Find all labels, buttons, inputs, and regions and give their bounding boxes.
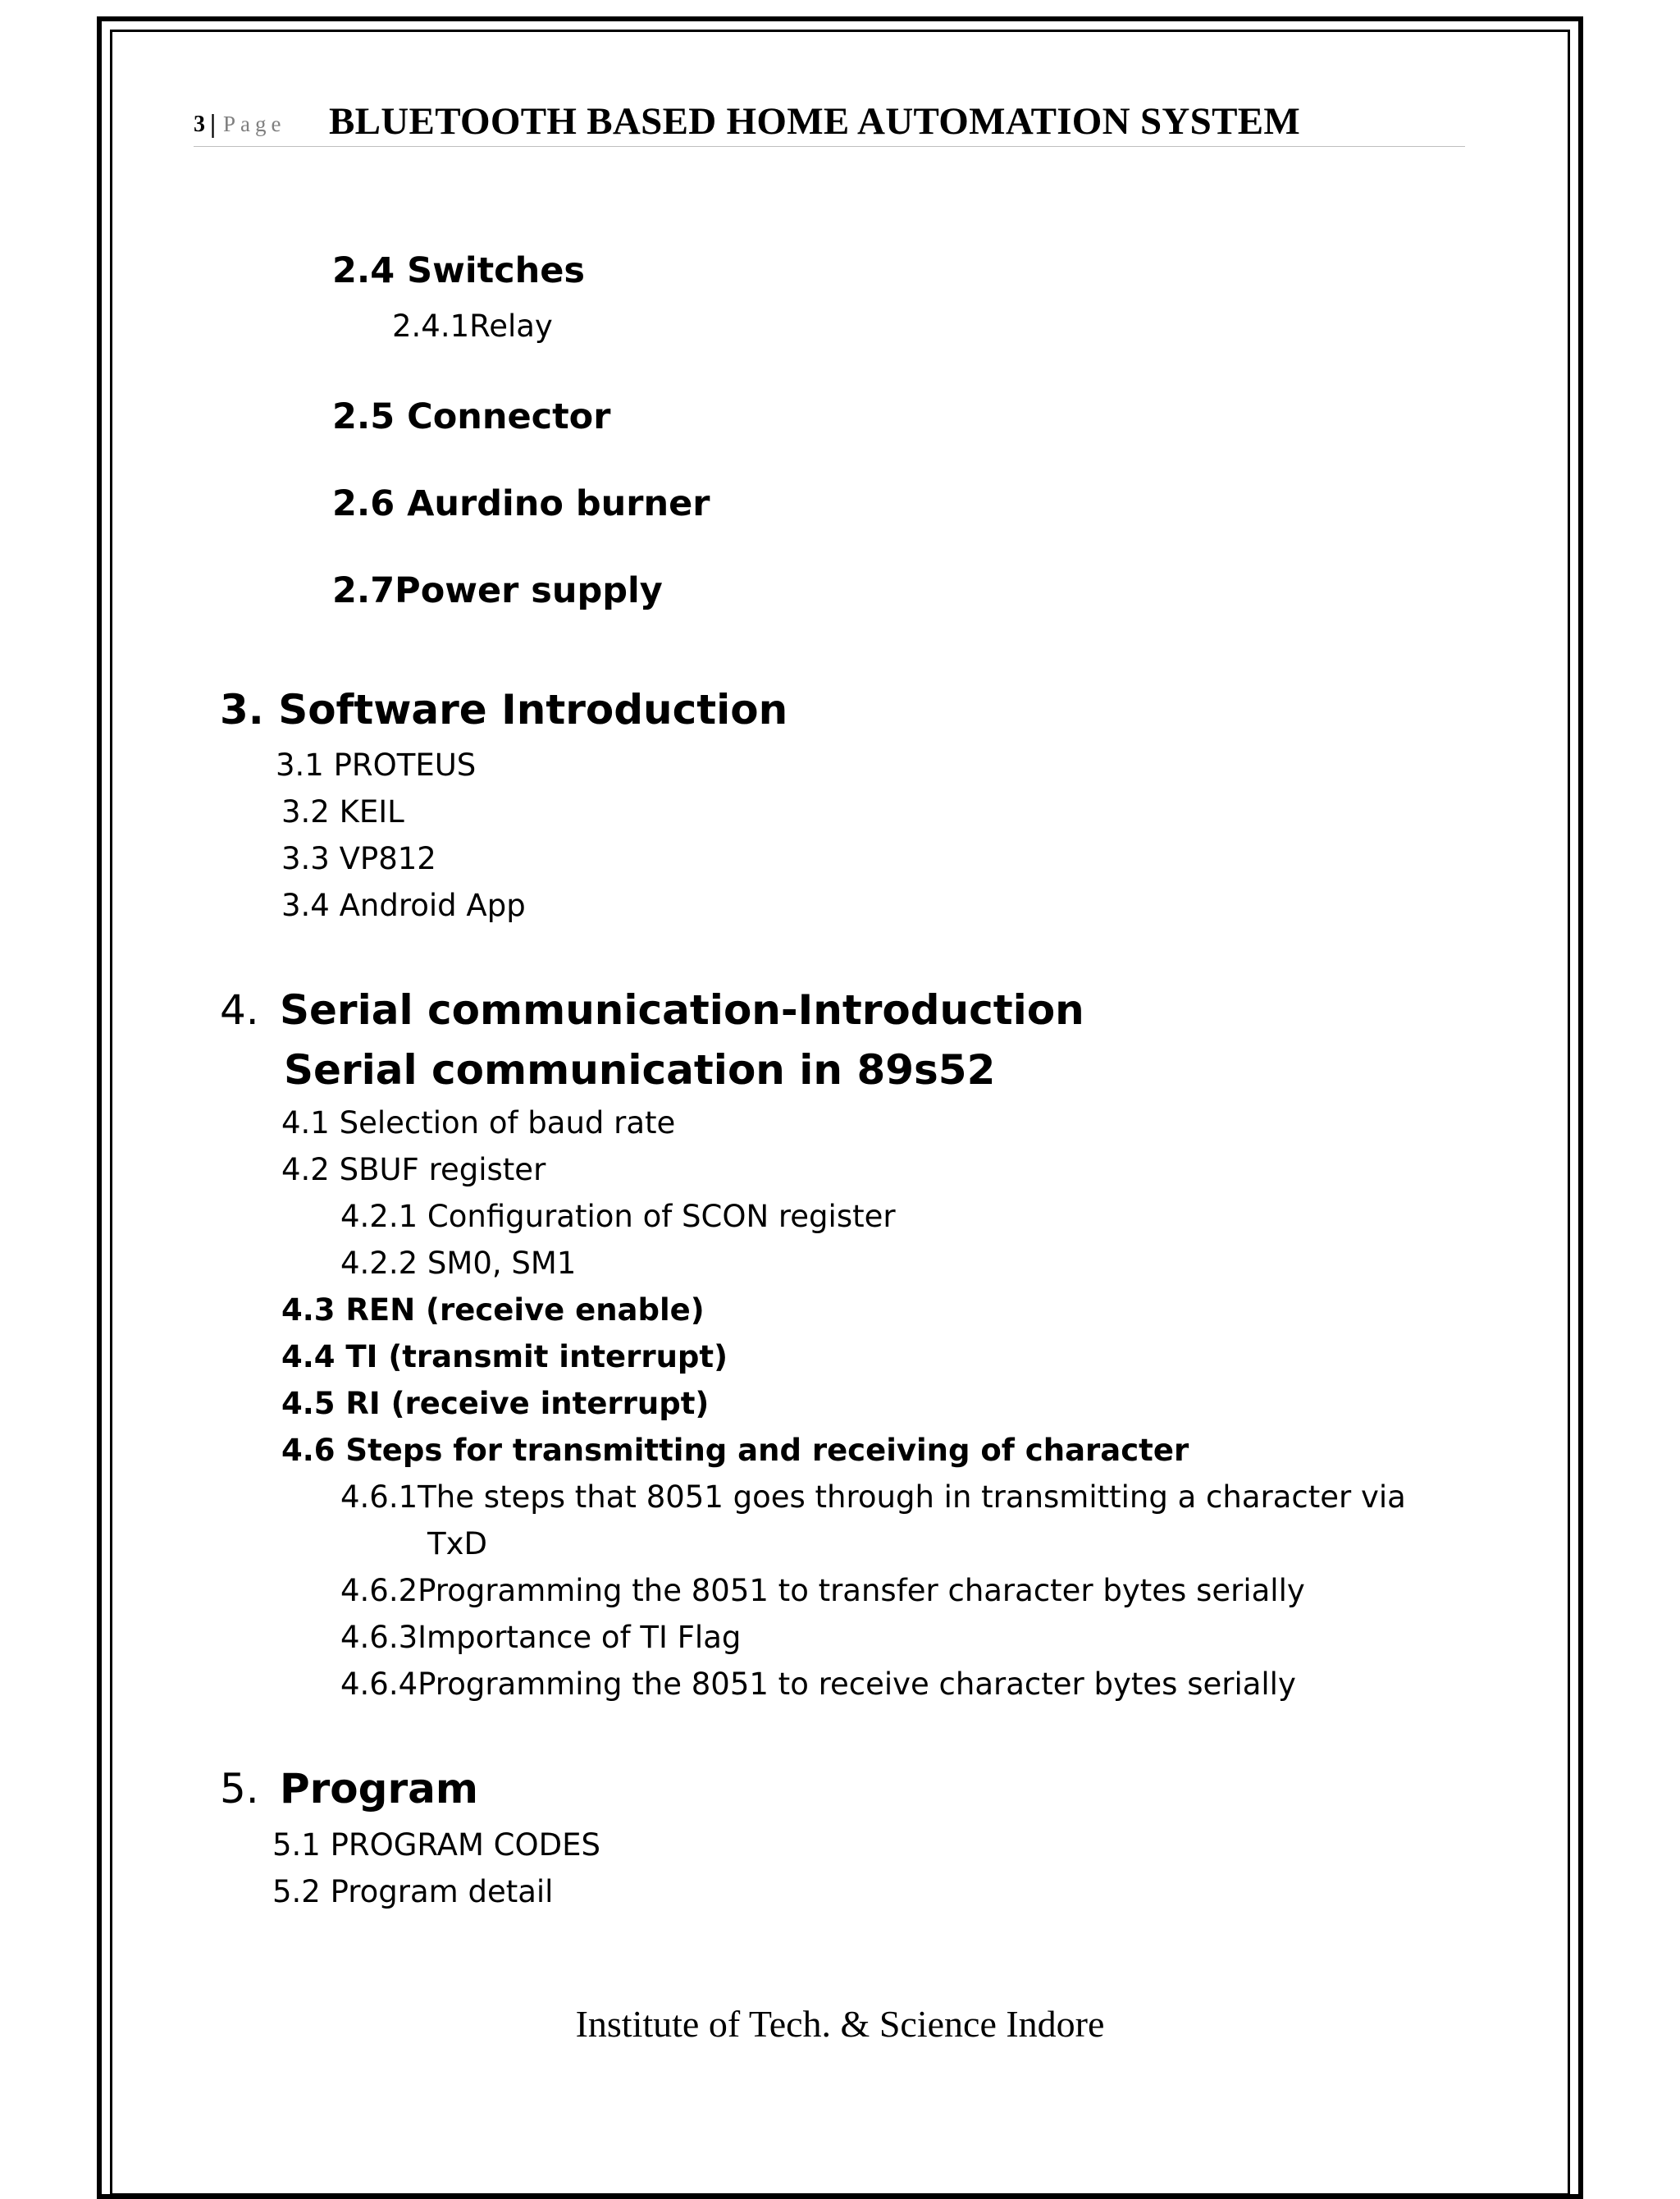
toc-4-6-4-receive-bytes: 4.6.4Programming the 8051 to receive character bytes serially [340, 1666, 1296, 1702]
toc-4-4-ti: 4.4 TI (transmit interrupt) [281, 1339, 728, 1374]
running-header [194, 97, 1465, 147]
toc-2-5-connector: 2.5 Connector [332, 396, 611, 437]
toc-5-heading [220, 1765, 259, 1813]
toc-4-6-2-transfer-bytes: 4.6.2Programming the 8051 to transfer character bytes serially [340, 1573, 1305, 1608]
toc-2-4-1-relay: 2.4.1Relay [392, 309, 553, 344]
toc-2-6-aurdino-burner: 2.6 Aurdino burner [332, 483, 710, 524]
page-separator: | [210, 108, 217, 138]
toc-5-number: 5. [220, 1765, 259, 1813]
toc-4-6-steps: 4.6 Steps for transmitting and receiving of character [281, 1433, 1189, 1468]
toc-5-program: Program [280, 1765, 478, 1813]
toc-4-2-2-sm0-sm1: 4.2.2 SM0, SM1 [340, 1246, 577, 1281]
document-title: BLUETOOTH BASED HOME AUTOMATION SYSTEM [329, 100, 1301, 143]
toc-4-1-baud-rate: 4.1 Selection of baud rate [281, 1105, 676, 1141]
toc-4-6-1-continuation: TxD [427, 1526, 487, 1561]
toc-4-2-1-scon-register: 4.2.1 Configuration of SCON register [340, 1199, 896, 1234]
toc-3-4-android-app: 3.4 Android App [281, 888, 526, 923]
toc-4-3-ren: 4.3 REN (receive enable) [281, 1292, 705, 1328]
toc-2-7-power-supply: 2.7Power supply [332, 570, 663, 611]
toc-3-2-keil: 3.2 KEIL [281, 794, 404, 830]
toc-3-software-introduction: 3. Software Introduction [220, 686, 788, 734]
toc-4-6-3-ti-flag: 4.6.3Importance of TI Flag [340, 1620, 742, 1655]
toc-3-3-vp812: 3.3 VP812 [281, 841, 436, 876]
toc-4-serial-communication-introduction: Serial communication-Introduction [280, 986, 1084, 1034]
toc-5-1-program-codes: 5.1 PROGRAM CODES [272, 1827, 600, 1863]
toc-4-5-ri: 4.5 RI (receive interrupt) [281, 1386, 710, 1421]
toc-5-2-program-detail: 5.2 Program detail [272, 1874, 554, 1909]
toc-2-4-switches: 2.4 Switches [332, 250, 585, 291]
footer-institute: Institute of Tech. & Science Indore [575, 2003, 1105, 2045]
toc-4-heading [220, 986, 259, 1034]
page-number: 3 [194, 112, 205, 137]
toc-4-serial-communication-89s52: Serial communication in 89s52 [284, 1046, 996, 1094]
toc-3-1-proteus: 3.1 PROTEUS [276, 747, 477, 783]
page-label: Page [223, 112, 286, 136]
toc-4-6-1-transmitting-steps: 4.6.1The steps that 8051 goes through in transmitting a character via [340, 1479, 1406, 1515]
toc-4-2-sbuf-register: 4.2 SBUF register [281, 1152, 546, 1187]
toc-4-number: 4. [220, 986, 259, 1034]
